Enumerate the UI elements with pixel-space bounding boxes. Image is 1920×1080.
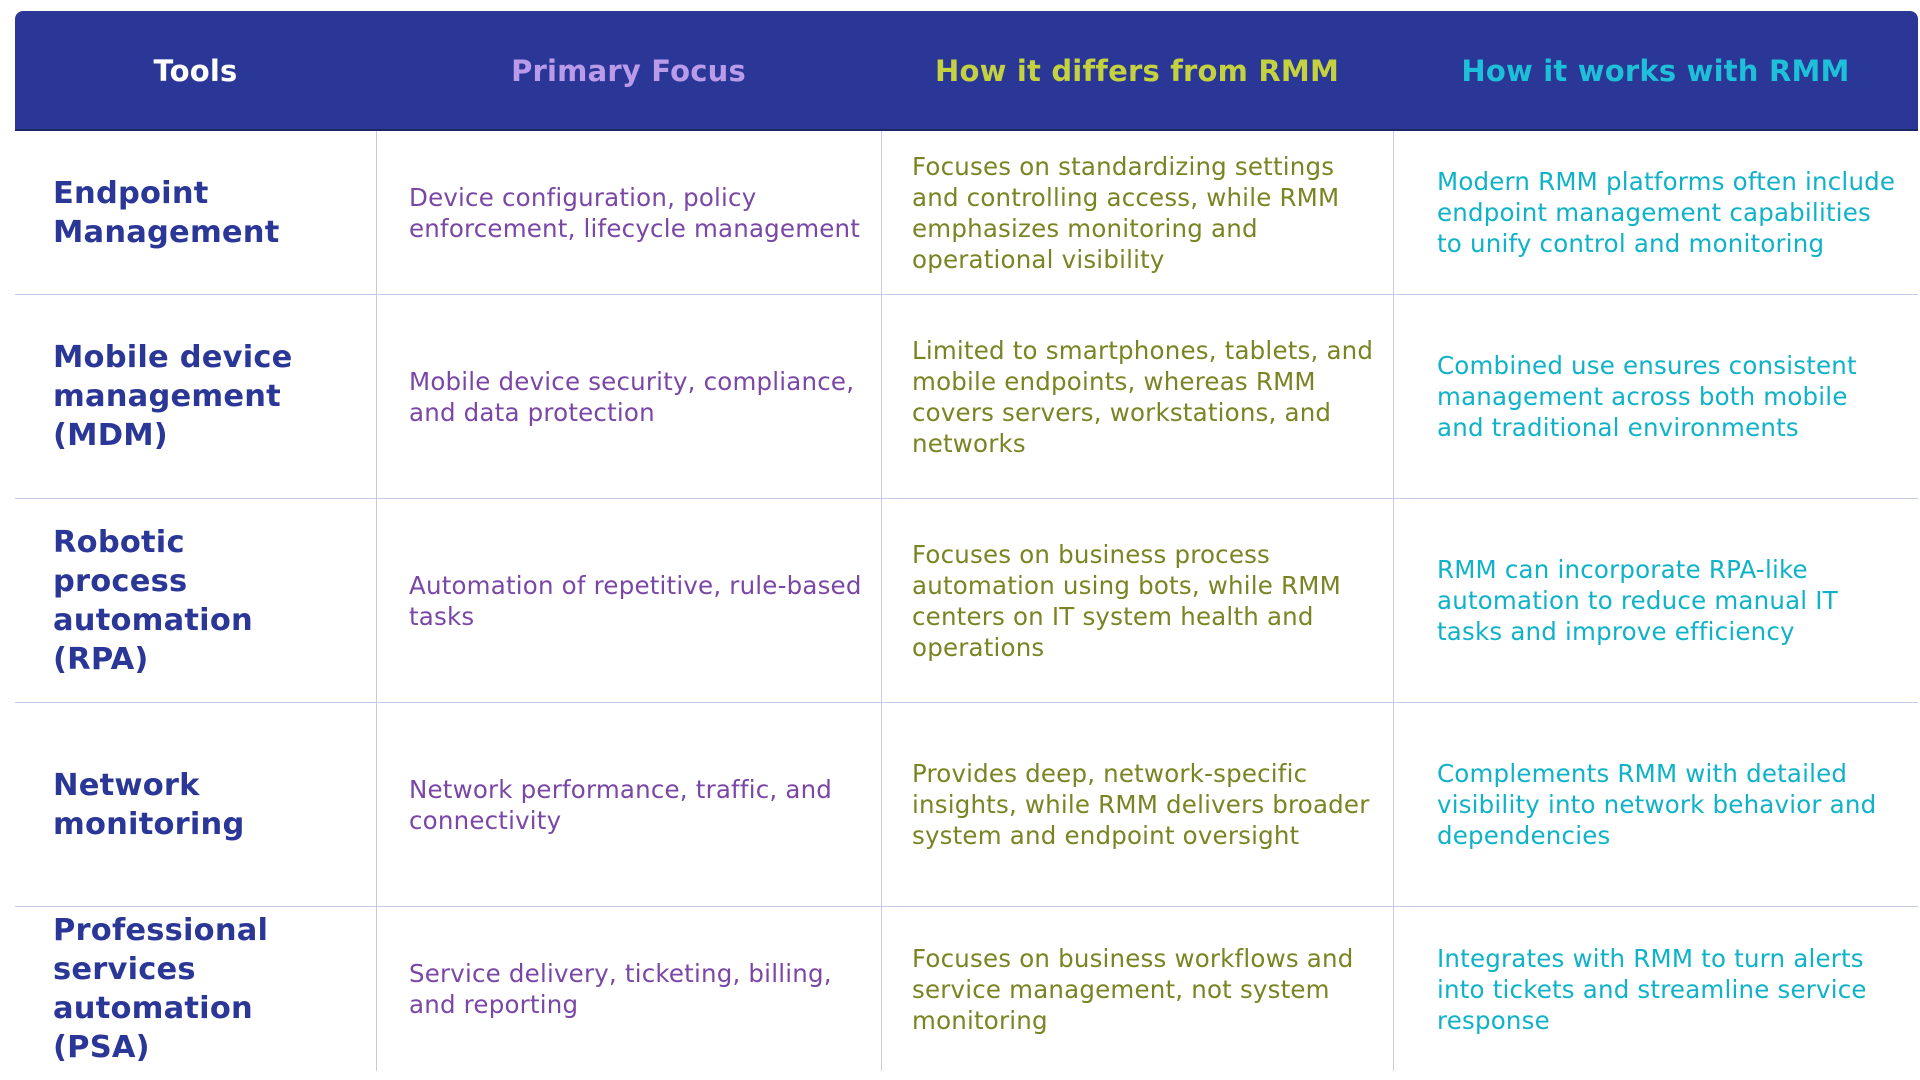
- primary-focus-cell: Service delivery, ticketing, billing, and reporting: [376, 907, 881, 1071]
- tool-name: Robotic process automation (RPA): [53, 524, 253, 677]
- primary-focus-cell: Automation of repetitive, rule-based tasks: [376, 499, 881, 702]
- header-primary-focus: Primary Focus: [511, 54, 746, 88]
- works-cell: RMM can incorporate RPA-like automation to reduce manual IT tasks and improve efficiency: [1393, 499, 1918, 702]
- works-cell: Combined use ensures consistent management across both mobile and traditional environments: [1393, 295, 1918, 498]
- header-works: How it works with RMM: [1461, 54, 1850, 88]
- tool-name: Network monitoring: [53, 767, 245, 842]
- works-cell: Complements RMM with detailed visibility into network behavior and dependencies: [1393, 703, 1918, 906]
- tool-name: Professional services automation (PSA): [53, 913, 269, 1065]
- primary-focus-cell: Mobile device security, compliance, and data protection: [376, 295, 881, 498]
- table-row: [15, 131, 1918, 295]
- differs-cell: Focuses on standardizing settings and controlling access, while RMM emphasizes monitoring and operational visibility: [881, 131, 1393, 294]
- table-header: [15, 11, 1918, 131]
- differs-cell: Focuses on business workflows and service management, not system monitoring: [881, 907, 1393, 1071]
- header-tools: Tools: [153, 54, 238, 88]
- works-cell: Integrates with RMM to turn alerts into tickets and streamline service response: [1393, 907, 1918, 1071]
- differs-cell: Provides deep, network-specific insights, while RMM delivers broader system and endpoint oversight: [881, 703, 1393, 906]
- comparison-table: [15, 11, 1918, 1071]
- table-row: [15, 295, 1918, 499]
- table-row: [15, 703, 1918, 907]
- table-row: [15, 907, 1918, 1071]
- works-cell: Modern RMM platforms often include endpoint management capabilities to unify control and monitoring: [1393, 131, 1918, 294]
- tool-name: Mobile device management (MDM): [53, 340, 293, 453]
- tool-name: Endpoint Management: [53, 175, 280, 250]
- header-differs: How it differs from RMM: [934, 54, 1340, 88]
- differs-cell: Focuses on business process automation using bots, while RMM centers on IT system health and operations: [881, 499, 1393, 702]
- primary-focus-cell: Device configuration, policy enforcement, lifecycle management: [376, 131, 881, 294]
- primary-focus-cell: Network performance, traffic, and connectivity: [376, 703, 881, 906]
- differs-cell: Limited to smartphones, tablets, and mobile endpoints, whereas RMM covers servers, workstations, and networks: [881, 295, 1393, 498]
- table-row: [15, 499, 1918, 703]
